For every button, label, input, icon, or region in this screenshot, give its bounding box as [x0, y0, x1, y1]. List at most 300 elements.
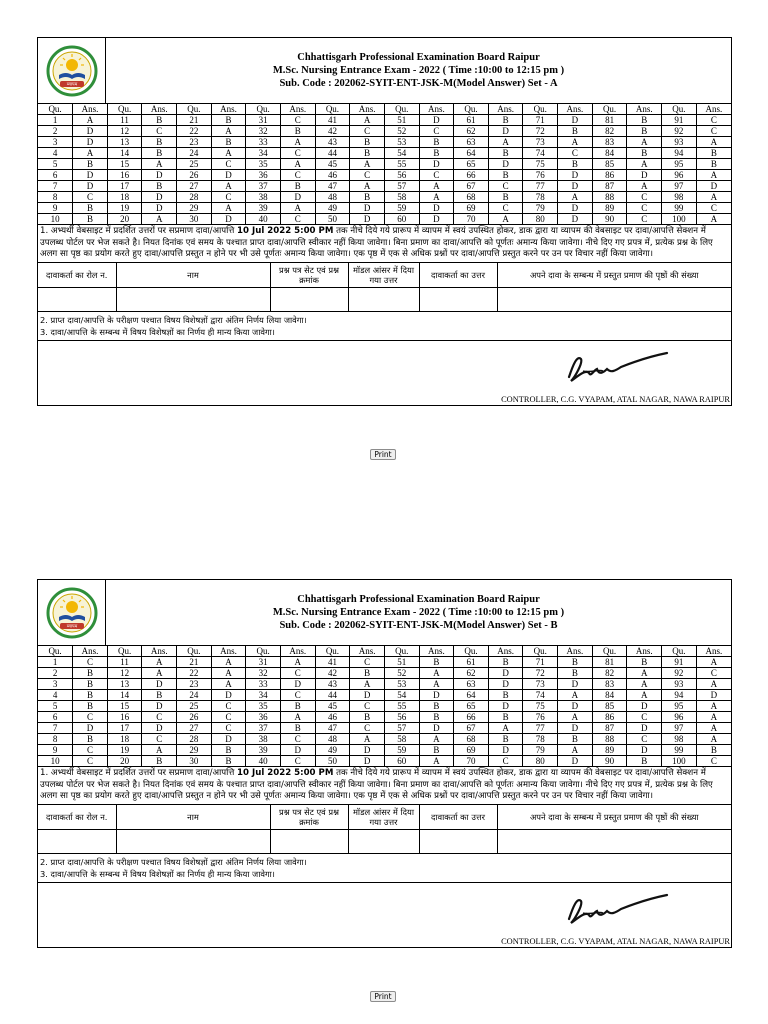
- question-number-cell: 86: [592, 712, 627, 723]
- answer-cell: D: [142, 192, 177, 203]
- answer-cell: D: [627, 723, 662, 734]
- answer-cell: B: [73, 203, 108, 214]
- question-number-cell: 27: [177, 181, 212, 192]
- answer-cell: B: [211, 756, 246, 767]
- answer-cell: C: [280, 148, 315, 159]
- answer-cell: A: [419, 679, 454, 690]
- answer-cell: C: [350, 657, 385, 668]
- answer-cell: A: [211, 203, 246, 214]
- answer-cell: B: [627, 126, 662, 137]
- question-number-cell: 47: [315, 723, 350, 734]
- question-number-cell: 48: [315, 734, 350, 745]
- question-number-cell: 52: [384, 126, 419, 137]
- answer-cell: A: [280, 657, 315, 668]
- answer-cell: B: [142, 115, 177, 126]
- answer-cell: A: [696, 137, 731, 148]
- answer-cell: C: [211, 701, 246, 712]
- question-number-cell: 13: [107, 679, 142, 690]
- question-number-cell: 93: [662, 679, 697, 690]
- question-number-cell: 97: [662, 181, 697, 192]
- column-header-question: Qu.: [454, 646, 489, 657]
- question-number-cell: 9: [38, 203, 73, 214]
- answer-cell: C: [73, 192, 108, 203]
- note-2: 2. प्राप्त दावा/आपत्ति के परीक्षण पश्चात विषय विशेषज्ञों द्वारा अंतिम निर्णय लिया जावेगा।: [40, 856, 307, 867]
- claim-form-table: [38, 805, 731, 854]
- question-number-cell: 61: [454, 657, 489, 668]
- question-number-cell: 94: [662, 148, 697, 159]
- question-number-cell: 57: [384, 181, 419, 192]
- question-number-cell: 22: [177, 126, 212, 137]
- question-number-cell: 22: [177, 668, 212, 679]
- answer-cell: C: [280, 170, 315, 181]
- answer-cell: B: [419, 701, 454, 712]
- answer-cell: A: [488, 137, 523, 148]
- answer-cell: A: [73, 148, 108, 159]
- answer-cell: D: [558, 203, 593, 214]
- note-2: 2. प्राप्त दावा/आपत्ति के परीक्षण पश्चात विषय विशेषज्ञों द्वारा अंतिम निर्णय लिया जावेगा।: [40, 314, 307, 325]
- answer-cell: C: [488, 181, 523, 192]
- answer-cell: B: [419, 137, 454, 148]
- answer-sheet-set-a: [37, 37, 732, 406]
- question-number-cell: 61: [454, 115, 489, 126]
- answer-cell: C: [696, 203, 731, 214]
- answer-cell: A: [350, 115, 385, 126]
- question-number-cell: 95: [662, 159, 697, 170]
- answer-cell: A: [142, 214, 177, 225]
- answer-cell: D: [558, 756, 593, 767]
- answer-cell: B: [211, 745, 246, 756]
- answer-cell: A: [211, 148, 246, 159]
- question-number-cell: 50: [315, 756, 350, 767]
- claim-header-proof-pages: अपने दावा के सम्बन्ध में प्रस्तुत प्रमाण की पृष्ठों की संख्या: [497, 805, 731, 830]
- answer-table-header-row: [38, 646, 731, 657]
- answer-cell: D: [280, 745, 315, 756]
- question-number-cell: 1: [38, 115, 73, 126]
- answer-cell: A: [211, 181, 246, 192]
- question-number-cell: 59: [384, 745, 419, 756]
- answer-cell: B: [73, 159, 108, 170]
- answer-cell: D: [419, 214, 454, 225]
- question-number-cell: 3: [38, 679, 73, 690]
- question-number-cell: 44: [315, 148, 350, 159]
- question-number-cell: 42: [315, 126, 350, 137]
- question-number-cell: 68: [454, 734, 489, 745]
- claim-header-claimant-answer: दावाकर्ता का उत्तर: [419, 805, 497, 830]
- question-number-cell: 5: [38, 159, 73, 170]
- answer-cell: D: [211, 214, 246, 225]
- answer-cell: C: [696, 126, 731, 137]
- answer-cell: D: [696, 181, 731, 192]
- answer-cell: B: [627, 657, 662, 668]
- question-number-cell: 17: [107, 181, 142, 192]
- table-row: [38, 701, 731, 712]
- question-number-cell: 4: [38, 148, 73, 159]
- claim-deadline: 10 Jul 2022 5:00 PM: [237, 226, 334, 236]
- table-row: [38, 137, 731, 148]
- column-header-question: Qu.: [592, 104, 627, 115]
- question-number-cell: 10: [38, 756, 73, 767]
- question-number-cell: 63: [454, 679, 489, 690]
- answer-cell: C: [73, 745, 108, 756]
- answer-cell: C: [627, 192, 662, 203]
- answer-cell: C: [627, 203, 662, 214]
- claim-cell: [348, 287, 419, 311]
- question-number-cell: 55: [384, 701, 419, 712]
- answer-cell: D: [419, 723, 454, 734]
- question-number-cell: 56: [384, 712, 419, 723]
- answer-cell: A: [419, 668, 454, 679]
- answer-cell: D: [350, 756, 385, 767]
- answer-cell: D: [73, 126, 108, 137]
- answer-cell: D: [558, 214, 593, 225]
- question-number-cell: 31: [246, 657, 281, 668]
- answer-cell: B: [696, 159, 731, 170]
- question-number-cell: 66: [454, 170, 489, 181]
- answer-cell: A: [350, 734, 385, 745]
- answer-cell: B: [73, 701, 108, 712]
- answer-cell: A: [350, 679, 385, 690]
- table-row: [38, 657, 731, 668]
- column-header-question: Qu.: [523, 104, 558, 115]
- answer-cell: B: [350, 712, 385, 723]
- question-number-cell: 75: [523, 159, 558, 170]
- question-number-cell: 77: [523, 181, 558, 192]
- question-number-cell: 70: [454, 756, 489, 767]
- answer-cell: D: [558, 701, 593, 712]
- table-row: [38, 745, 731, 756]
- column-header-question: Qu.: [246, 104, 281, 115]
- question-number-cell: 85: [592, 159, 627, 170]
- column-header-answer: Ans.: [73, 104, 108, 115]
- answer-cell: C: [211, 723, 246, 734]
- answer-cell: C: [558, 148, 593, 159]
- answer-key-table: [38, 646, 731, 767]
- answer-cell: A: [419, 734, 454, 745]
- question-number-cell: 2: [38, 668, 73, 679]
- answer-cell: B: [419, 657, 454, 668]
- question-number-cell: 96: [662, 170, 697, 181]
- answer-cell: A: [280, 712, 315, 723]
- question-number-cell: 12: [107, 668, 142, 679]
- answer-cell: D: [419, 159, 454, 170]
- question-number-cell: 74: [523, 690, 558, 701]
- table-row: [38, 712, 731, 723]
- subject-code: Sub. Code : 202062-SYIT-ENT-JSK-M(Model Answer) Set - A: [279, 78, 558, 89]
- answer-cell: A: [558, 137, 593, 148]
- question-number-cell: 91: [662, 115, 697, 126]
- question-number-cell: 21: [177, 657, 212, 668]
- answer-cell: D: [142, 723, 177, 734]
- question-number-cell: 25: [177, 701, 212, 712]
- answer-cell: C: [73, 657, 108, 668]
- question-number-cell: 80: [523, 756, 558, 767]
- sheet-header: [38, 38, 731, 104]
- question-number-cell: 31: [246, 115, 281, 126]
- print-button[interactable]: Print: [370, 449, 396, 460]
- answer-cell: D: [419, 203, 454, 214]
- table-row: [38, 214, 731, 225]
- question-number-cell: 60: [384, 214, 419, 225]
- column-header-question: Qu.: [177, 104, 212, 115]
- question-number-cell: 56: [384, 170, 419, 181]
- question-number-cell: 33: [246, 137, 281, 148]
- answer-cell: B: [142, 756, 177, 767]
- print-button[interactable]: Print: [370, 991, 396, 1002]
- answer-cell: C: [142, 712, 177, 723]
- signature-block: [38, 883, 731, 947]
- answer-cell: D: [280, 679, 315, 690]
- question-number-cell: 25: [177, 159, 212, 170]
- column-header-question: Qu.: [38, 646, 73, 657]
- question-number-cell: 68: [454, 192, 489, 203]
- question-number-cell: 85: [592, 701, 627, 712]
- answer-cell: C: [211, 712, 246, 723]
- controller-designation: CONTROLLER, C.G. VYAPAM, ATAL NAGAR, NAWA RAIPUR: [501, 936, 730, 946]
- question-number-cell: 28: [177, 734, 212, 745]
- answer-cell: D: [211, 170, 246, 181]
- question-number-cell: 1: [38, 657, 73, 668]
- question-number-cell: 81: [592, 657, 627, 668]
- answer-cell: B: [142, 181, 177, 192]
- answer-cell: D: [488, 159, 523, 170]
- question-number-cell: 37: [246, 723, 281, 734]
- question-number-cell: 73: [523, 137, 558, 148]
- column-header-answer: Ans.: [142, 646, 177, 657]
- question-number-cell: 80: [523, 214, 558, 225]
- question-number-cell: 8: [38, 192, 73, 203]
- answer-cell: B: [627, 115, 662, 126]
- question-number-cell: 84: [592, 690, 627, 701]
- question-number-cell: 18: [107, 192, 142, 203]
- claim-cell: [419, 287, 497, 311]
- answer-cell: C: [627, 734, 662, 745]
- claim-header-claimant-answer: दावाकर्ता का उत्तर: [419, 263, 497, 288]
- question-number-cell: 53: [384, 137, 419, 148]
- question-number-cell: 88: [592, 734, 627, 745]
- answer-cell: A: [211, 126, 246, 137]
- column-header-question: Qu.: [454, 104, 489, 115]
- answer-cell: B: [696, 745, 731, 756]
- answer-cell: A: [696, 170, 731, 181]
- answer-cell: D: [142, 679, 177, 690]
- question-number-cell: 49: [315, 745, 350, 756]
- answer-cell: D: [488, 668, 523, 679]
- question-number-cell: 79: [523, 745, 558, 756]
- answer-cell: A: [627, 137, 662, 148]
- answer-cell: D: [350, 203, 385, 214]
- answer-cell: A: [419, 192, 454, 203]
- question-number-cell: 57: [384, 723, 419, 734]
- column-header-question: Qu.: [384, 104, 419, 115]
- answer-cell: A: [627, 668, 662, 679]
- question-number-cell: 71: [523, 115, 558, 126]
- answer-cell: D: [558, 170, 593, 181]
- column-header-answer: Ans.: [350, 104, 385, 115]
- question-number-cell: 29: [177, 203, 212, 214]
- question-number-cell: 69: [454, 745, 489, 756]
- answer-cell: C: [419, 126, 454, 137]
- answer-cell: B: [211, 137, 246, 148]
- table-row: [38, 668, 731, 679]
- question-number-cell: 60: [384, 756, 419, 767]
- question-number-cell: 65: [454, 159, 489, 170]
- question-number-cell: 5: [38, 701, 73, 712]
- answer-cell: A: [488, 214, 523, 225]
- answer-table-header-row: [38, 104, 731, 115]
- column-header-answer: Ans.: [488, 104, 523, 115]
- claim-instructions: 1. अभ्यर्थी वेबसाइट में प्रदर्शित उत्तरों पर सप्रमाण दावा/आपत्ति 10 Jul 2022 5:00 PM तक नीचे दिये गये प्रारूप में व्यापम में स्वयं उपस्थित होकर, डाक द्वारा या व्यापम की वेबसाइट पर दावा/आपत्ति सेक्शन में उपलब्ध पोर्टल पर भेज सकते है। नियत दिनांक एवं समय के पश्चात प्राप्त दावा/आपत्ति स्वीकार नहीं किया जावेगा। बिना प्रमाण का दावा/आपत्ति को पूर्णतः अमान्य किया जावेगा। नीचे दिए गए प्रपत्र में, प्रत्येक प्रश्न के लिए अलग सा पृष्ठ का प्रयोग करते हुए दावा/आपत्ति प्रस्तुत न होने पर भी उसे पूर्णतः अमान्य किया जावेगा। एक पृष्ठ में एक से अधिक प्रश्नों पर दावा/आपत्ति प्रस्तुत करने पर उन पर विचार नहीं किया जावेगा।: [38, 767, 731, 805]
- question-number-cell: 20: [107, 756, 142, 767]
- question-number-cell: 13: [107, 137, 142, 148]
- question-number-cell: 65: [454, 701, 489, 712]
- answer-cell: C: [419, 170, 454, 181]
- answer-cell: A: [696, 701, 731, 712]
- answer-cell: C: [488, 203, 523, 214]
- claim-header-name: नाम: [116, 805, 270, 830]
- question-number-cell: 47: [315, 181, 350, 192]
- claim-header-question: प्रश्न पत्र सेट एवं प्रश्न क्रमांक: [270, 263, 348, 288]
- answer-cell: B: [488, 170, 523, 181]
- question-number-cell: 30: [177, 214, 212, 225]
- question-number-cell: 90: [592, 214, 627, 225]
- answer-cell: B: [142, 137, 177, 148]
- question-number-cell: 36: [246, 170, 281, 181]
- subject-code: Sub. Code : 202062-SYIT-ENT-JSK-M(Model Answer) Set - B: [279, 620, 558, 631]
- answer-cell: C: [280, 734, 315, 745]
- question-number-cell: 91: [662, 657, 697, 668]
- answer-cell: B: [419, 712, 454, 723]
- answer-cell: D: [142, 170, 177, 181]
- answer-cell: B: [142, 690, 177, 701]
- answer-cell: B: [73, 734, 108, 745]
- question-number-cell: 15: [107, 159, 142, 170]
- question-number-cell: 33: [246, 679, 281, 690]
- question-number-cell: 67: [454, 723, 489, 734]
- question-number-cell: 96: [662, 712, 697, 723]
- question-number-cell: 43: [315, 679, 350, 690]
- question-number-cell: 34: [246, 690, 281, 701]
- question-number-cell: 58: [384, 734, 419, 745]
- question-number-cell: 71: [523, 657, 558, 668]
- answer-cell: A: [627, 679, 662, 690]
- column-header-question: Qu.: [523, 646, 558, 657]
- answer-cell: D: [558, 679, 593, 690]
- question-number-cell: 7: [38, 723, 73, 734]
- question-number-cell: 92: [662, 668, 697, 679]
- question-number-cell: 84: [592, 148, 627, 159]
- answer-cell: B: [558, 657, 593, 668]
- answer-cell: A: [142, 745, 177, 756]
- answer-cell: B: [280, 126, 315, 137]
- question-number-cell: 79: [523, 203, 558, 214]
- decision-notes: [38, 854, 731, 883]
- question-number-cell: 41: [315, 657, 350, 668]
- answer-cell: D: [488, 701, 523, 712]
- answer-cell: B: [73, 690, 108, 701]
- question-number-cell: 35: [246, 701, 281, 712]
- question-number-cell: 51: [384, 657, 419, 668]
- question-number-cell: 86: [592, 170, 627, 181]
- claim-deadline: 10 Jul 2022 5:00 PM: [237, 768, 334, 778]
- answer-cell: D: [350, 745, 385, 756]
- question-number-cell: 10: [38, 214, 73, 225]
- question-number-cell: 19: [107, 745, 142, 756]
- answer-cell: B: [73, 679, 108, 690]
- exam-name: M.Sc. Nursing Entrance Exam - 2022 ( Time :10:00 to 12:15 pm ): [272, 65, 565, 76]
- question-number-cell: 55: [384, 159, 419, 170]
- table-row: [38, 203, 731, 214]
- answer-cell: B: [73, 214, 108, 225]
- svg-text:व्यापम: व्यापम: [66, 82, 77, 87]
- answer-cell: D: [142, 701, 177, 712]
- answer-cell: D: [73, 137, 108, 148]
- column-header-answer: Ans.: [280, 104, 315, 115]
- question-number-cell: 54: [384, 148, 419, 159]
- question-number-cell: 28: [177, 192, 212, 203]
- question-number-cell: 46: [315, 712, 350, 723]
- column-header-answer: Ans.: [350, 646, 385, 657]
- question-number-cell: 66: [454, 712, 489, 723]
- table-row: [38, 170, 731, 181]
- answer-cell: D: [696, 690, 731, 701]
- answer-cell: A: [627, 181, 662, 192]
- answer-cell: A: [350, 181, 385, 192]
- question-number-cell: 99: [662, 203, 697, 214]
- question-number-cell: 32: [246, 668, 281, 679]
- answer-cell: D: [558, 181, 593, 192]
- question-number-cell: 21: [177, 115, 212, 126]
- answer-cell: B: [696, 148, 731, 159]
- question-number-cell: 35: [246, 159, 281, 170]
- column-header-question: Qu.: [315, 104, 350, 115]
- question-number-cell: 77: [523, 723, 558, 734]
- question-number-cell: 69: [454, 203, 489, 214]
- question-number-cell: 82: [592, 126, 627, 137]
- answer-cell: D: [419, 690, 454, 701]
- answer-cell: B: [350, 668, 385, 679]
- answer-cell: A: [211, 679, 246, 690]
- column-header-answer: Ans.: [488, 646, 523, 657]
- column-header-question: Qu.: [592, 646, 627, 657]
- table-row: [38, 734, 731, 745]
- answer-cell: A: [142, 159, 177, 170]
- table-row: [38, 115, 731, 126]
- question-number-cell: 93: [662, 137, 697, 148]
- answer-cell: D: [488, 126, 523, 137]
- answer-cell: D: [73, 181, 108, 192]
- answer-cell: D: [350, 214, 385, 225]
- question-number-cell: 92: [662, 126, 697, 137]
- answer-cell: C: [280, 214, 315, 225]
- note-3: 3. दावा/आपत्ति के सम्बन्ध में विषय विशेषज्ञों का निर्णय ही मान्य किया जावेगा।: [40, 868, 275, 879]
- column-header-question: Qu.: [384, 646, 419, 657]
- column-header-answer: Ans.: [419, 104, 454, 115]
- answer-cell: C: [280, 690, 315, 701]
- claim-cell: [38, 287, 116, 311]
- answer-cell: B: [350, 192, 385, 203]
- question-number-cell: 62: [454, 126, 489, 137]
- column-header-answer: Ans.: [558, 646, 593, 657]
- column-header-answer: Ans.: [73, 646, 108, 657]
- answer-cell: B: [627, 148, 662, 159]
- column-header-answer: Ans.: [627, 104, 662, 115]
- question-number-cell: 24: [177, 690, 212, 701]
- controller-designation: CONTROLLER, C.G. VYAPAM, ATAL NAGAR, NAWA RAIPUR: [501, 394, 730, 404]
- answer-cell: C: [73, 756, 108, 767]
- controller-signature: [563, 889, 673, 931]
- column-header-answer: Ans.: [696, 104, 731, 115]
- question-number-cell: 46: [315, 170, 350, 181]
